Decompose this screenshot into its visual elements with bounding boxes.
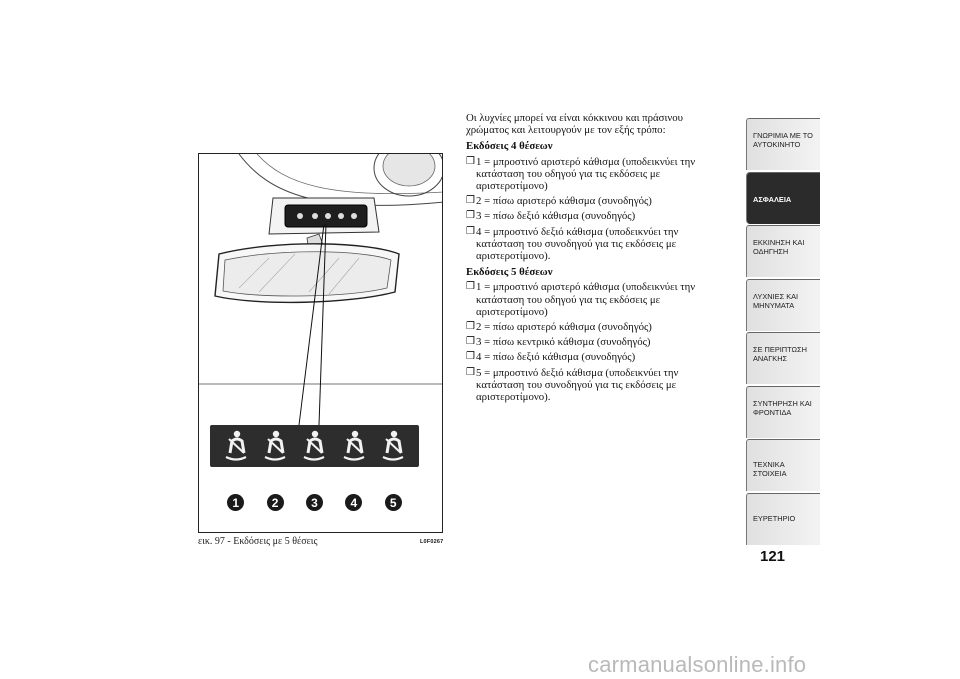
figure-code: L0F0267 bbox=[420, 539, 444, 545]
section-heading: Εκδόσεις 5 θέσεων bbox=[466, 266, 553, 279]
list-item bbox=[466, 210, 726, 222]
checkbox-bullet-icon bbox=[466, 367, 475, 379]
list-item-text: 1 = μπροστινό αριστερό κάθισμα (υποδεικνύει την κατάσταση του οδηγού για τις εκδόσεις με αριστεροτίμονο) bbox=[476, 281, 696, 318]
list-item-text: 3 = πίσω κεντρικό κάθισμα (συνοδηγός) bbox=[476, 336, 651, 349]
list-item bbox=[466, 156, 726, 193]
seat-number-badge: 3 bbox=[306, 494, 323, 511]
seat-number-badge: 2 bbox=[267, 494, 284, 511]
intro-paragraph: Οι λυχνίες μπορεί να είναι κόκκινου και πράσινου χρώματος και λειτουργούν με τον εξής τρόπο: bbox=[466, 112, 684, 137]
car-interior-drawing bbox=[199, 154, 443, 533]
list-item-text: 3 = πίσω δεξιό κάθισμα (συνοδηγός) bbox=[476, 210, 636, 223]
tab-label: ΑΣΦΑΛΕΙΑ bbox=[753, 194, 792, 204]
tab-label: ΓΝΩΡΙΜΙΑ ΜΕ ΤΟ ΑΥΤΟΚΙΝΗΤΟ bbox=[753, 131, 813, 149]
page-number: 121 bbox=[760, 548, 786, 565]
tab-starting-driving[interactable] bbox=[746, 225, 820, 277]
list-item-text: 2 = πίσω αριστερό κάθισμα (συνοδηγός) bbox=[476, 195, 652, 208]
list-item-text: 4 = μπροστινό δεξιό κάθισμα (υποδεικνύει την κατάσταση του συνοδηγού για τις εκδόσεις με αριστεροτίμονο). bbox=[476, 225, 679, 263]
checkbox-bullet-icon bbox=[466, 281, 475, 293]
tab-index[interactable] bbox=[746, 493, 820, 545]
watermark-text: carmanualsonline.info bbox=[588, 652, 807, 677]
list-item bbox=[466, 367, 726, 404]
tab-label: ΣΥΝΤΗΡΗΣΗ ΚΑΙ ΦΡΟΝΤΙΔΑ bbox=[753, 398, 812, 417]
item-list bbox=[466, 156, 726, 263]
section-heading: Εκδόσεις 4 θέσεων bbox=[466, 140, 553, 153]
tab-label: ΣΕ ΠΕΡΙΠΤΩΣΗ ΑΝΑΓΚΗΣ bbox=[753, 345, 807, 363]
list-item bbox=[466, 195, 726, 207]
list-item-text: 1 = μπροστινό αριστερό κάθισμα (υποδεικνύει την κατάσταση του οδηγού για τις εκδόσεις με αριστεροτίμονο) bbox=[476, 155, 696, 193]
list-item-text: 5 = μπροστινό δεξιό κάθισμα (υποδεικνύει την κατάσταση του συνοδηγού για τις εκδόσεις με αριστεροτίμονο). bbox=[476, 366, 679, 404]
list-item bbox=[466, 226, 726, 263]
checkbox-bullet-icon bbox=[466, 226, 475, 238]
list-item bbox=[466, 321, 726, 333]
tab-label: ΕΚΚΙΝΗΣΗ ΚΑΙ ΟΔΗΓΗΣΗ bbox=[753, 238, 805, 256]
tab-maintenance[interactable] bbox=[746, 386, 820, 438]
list-item bbox=[466, 336, 726, 348]
tab-getting-to-know[interactable] bbox=[746, 118, 820, 170]
list-item-text: 4 = πίσω δεξιό κάθισμα (συνοδηγός) bbox=[476, 351, 636, 364]
seatbelt-icon bbox=[222, 429, 250, 463]
item-list bbox=[466, 281, 726, 403]
tab-emergency[interactable] bbox=[746, 332, 820, 384]
seat-number-badge: 1 bbox=[227, 494, 244, 511]
section-tabs bbox=[746, 118, 820, 546]
seatbelt-icon bbox=[300, 429, 328, 463]
tab-label: ΕΥΡΕΤΗΡΙΟ bbox=[753, 513, 796, 523]
tab-lights-messages[interactable] bbox=[746, 279, 820, 331]
seatbelt-icon bbox=[340, 429, 368, 463]
tab-safety[interactable] bbox=[746, 172, 820, 224]
tab-label: ΛΥΧΝΙΕΣ ΚΑΙ ΜΗΝΥΜΑΤΑ bbox=[753, 291, 799, 310]
checkbox-bullet-icon bbox=[466, 210, 475, 222]
checkbox-bullet-icon bbox=[466, 321, 475, 333]
seatbelt-icon bbox=[261, 429, 289, 463]
seatbelt-indicator-panel bbox=[210, 425, 419, 467]
body-text bbox=[466, 112, 726, 406]
list-item bbox=[466, 351, 726, 363]
list-item-text: 2 = πίσω αριστερό κάθισμα (συνοδηγός) bbox=[476, 321, 652, 334]
figure-caption: εικ. 97 - Εκδόσεις με 5 θέσεις bbox=[198, 536, 318, 547]
figure-illustration bbox=[198, 153, 443, 533]
seatbelt-icon bbox=[379, 429, 407, 463]
checkbox-bullet-icon bbox=[466, 195, 475, 207]
seat-number-badge: 5 bbox=[385, 494, 402, 511]
checkbox-bullet-icon bbox=[466, 336, 475, 348]
checkbox-bullet-icon bbox=[466, 156, 475, 168]
tab-technical-data[interactable] bbox=[746, 439, 820, 491]
seat-number-row bbox=[210, 494, 419, 514]
tab-label: ΤΕΧΝΙΚΑ ΣΤΟΙΧΕΙΑ bbox=[753, 460, 787, 478]
list-item bbox=[466, 281, 726, 318]
seat-number-badge: 4 bbox=[345, 494, 362, 511]
checkbox-bullet-icon bbox=[466, 351, 475, 363]
